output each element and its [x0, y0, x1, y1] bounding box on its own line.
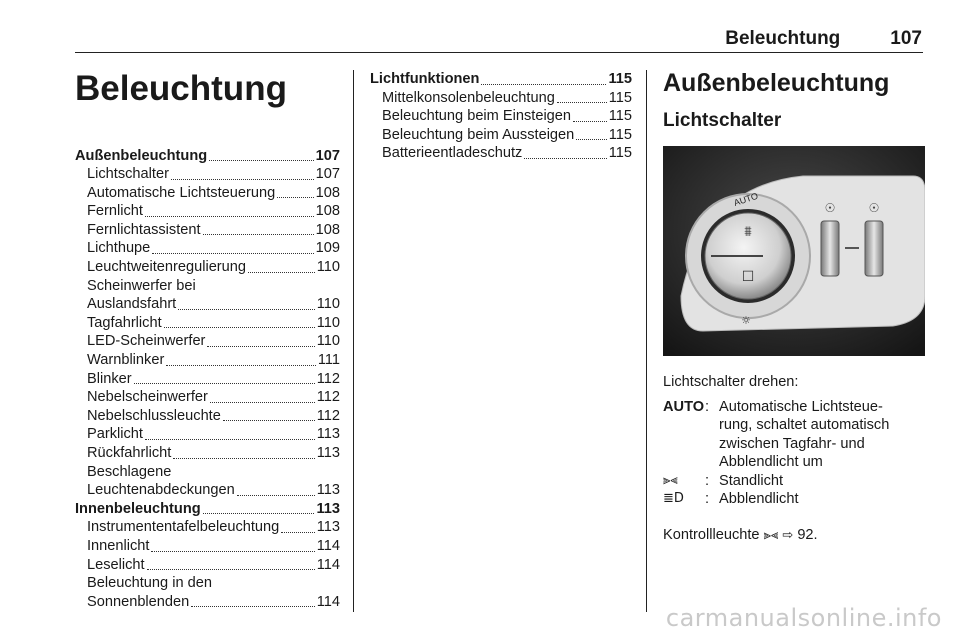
toc-entry-first-line: Beleuchtung in den	[87, 575, 212, 592]
definition-key-icon: ≣D	[663, 491, 684, 507]
toc-entry-title: Beleuchtung beim Aussteigen	[382, 126, 575, 143]
toc-entry[interactable]	[75, 444, 340, 463]
control-lamp-page: 92.	[797, 527, 818, 544]
toc-entry-page: 107	[315, 147, 340, 164]
toc-leader-dots	[248, 272, 315, 273]
toc-entry[interactable]	[75, 239, 340, 258]
definition-line: Standlicht	[719, 472, 784, 489]
toc-entry-title: Parklicht	[87, 426, 143, 443]
chapter-title: Beleuchtung	[75, 69, 287, 108]
definition-line: zwischen Tagfahr- und	[719, 435, 865, 452]
section-title: Außenbeleuchtung	[663, 69, 890, 97]
toc-entry-page: 109	[315, 240, 340, 257]
toc-entry-title: Sonnenblenden	[87, 593, 190, 610]
svg-text:☉: ☉	[868, 200, 880, 215]
toc-entry-page: 110	[316, 333, 340, 350]
toc-entry-page: 113	[316, 500, 340, 517]
toc-entry-page: 114	[316, 556, 340, 573]
toc-leader-dots	[152, 253, 313, 254]
toc-entry-title: Instrumententafelbeleuchtung	[87, 519, 280, 536]
toc-entry-title: Mittelkonsolenbeleuchtung	[382, 89, 555, 106]
toc-leader-dots	[203, 234, 314, 235]
toc-entry[interactable]	[75, 332, 340, 351]
toc-leader-dots	[573, 121, 607, 122]
toc-entry-page: 110	[316, 259, 340, 276]
toc-leader-dots	[173, 458, 314, 459]
toc-entry[interactable]	[75, 202, 340, 221]
toc-entry-title: Batterieentladeschutz	[382, 145, 523, 162]
definition-value	[719, 490, 925, 509]
toc-entry-title: Leuchtenabdeckungen	[87, 482, 235, 499]
toc-entry[interactable]	[75, 351, 340, 370]
toc-entry[interactable]	[75, 537, 340, 556]
toc-entry-page: 115	[608, 71, 632, 87]
watermark: carmanualsonline.info	[665, 604, 942, 632]
control-lamp-reference	[663, 527, 925, 543]
toc-entry-page: 113	[316, 519, 340, 536]
toc-leader-dots	[147, 569, 315, 570]
toc-leader-dots	[191, 606, 314, 607]
toc-entry[interactable]	[75, 388, 340, 407]
toc-entry[interactable]	[75, 556, 340, 575]
subsection-title: Lichtschalter	[663, 109, 782, 131]
toc-entry-title: Nebelschlussleuchte	[87, 407, 221, 424]
toc-entry-title: Außenbeleuchtung	[75, 147, 208, 164]
arrow-reference-icon: ⇨	[782, 528, 794, 544]
toc-entry[interactable]	[75, 481, 340, 500]
light-switch-photo	[663, 146, 925, 356]
toc-entry-title: Fernlicht	[87, 203, 143, 220]
toc-entry[interactable]	[75, 425, 340, 444]
svg-text:☼: ☼	[741, 313, 751, 327]
toc-leader-dots	[209, 160, 313, 161]
definition-value	[719, 472, 925, 491]
running-head-page: 107	[890, 28, 922, 49]
toc-entry-title: Leselicht	[87, 556, 145, 573]
toc-list-2	[370, 70, 632, 163]
definition-colon: :	[705, 472, 710, 489]
toc-entry-page: 110	[316, 314, 340, 331]
toc-entry-page: 111	[317, 352, 340, 369]
toc-leader-dots	[164, 327, 315, 328]
toc-entry-title: Leuchtweitenregulierung	[87, 259, 247, 276]
toc-entry[interactable]	[370, 107, 632, 126]
definition-list	[663, 398, 925, 510]
definition-line: Automatische Lichtsteue-	[719, 398, 883, 415]
toc-entry-title: Beleuchtung beim Einsteigen	[382, 108, 572, 125]
toc-entry[interactable]	[75, 593, 340, 612]
toc-entry[interactable]	[75, 314, 340, 333]
definition-line: rung, schaltet automatisch	[719, 417, 890, 434]
toc-entry-page: 112	[316, 370, 340, 387]
running-head	[725, 28, 922, 50]
svg-text:☉: ☉	[824, 200, 836, 215]
toc-entry-title: Innenlicht	[87, 537, 150, 554]
toc-list-1	[75, 147, 340, 612]
definition-colon: :	[705, 491, 710, 508]
toc-entry-title: Warnblinker	[87, 352, 165, 369]
definition-row	[663, 490, 925, 509]
toc-leader-dots	[207, 346, 314, 347]
definition-row	[663, 398, 925, 472]
toc-section-entry[interactable]	[75, 147, 340, 166]
toc-leader-dots	[281, 532, 314, 533]
toc-entry-title: Automatische Lichtsteuerung	[87, 184, 276, 201]
toc-entry-title: LED-Scheinwerfer	[87, 333, 206, 350]
toc-entry-title: Lichtfunktionen	[370, 71, 480, 87]
toc-entry-page: 114	[316, 537, 340, 554]
toc-entry-title: Innenbeleuchtung	[75, 500, 201, 517]
toc-column-1	[75, 70, 340, 611]
toc-leader-dots	[557, 102, 607, 103]
toc-entry[interactable]	[75, 165, 340, 184]
toc-entry-title: Lichtschalter	[87, 166, 169, 183]
toc-entry[interactable]	[370, 144, 632, 163]
toc-entry-page: 108	[315, 203, 340, 220]
toc-entry-title: Tagfahrlicht	[87, 314, 162, 331]
toc-entry-first-line: Beschlagene	[87, 463, 172, 480]
toc-entry-page: 114	[316, 593, 340, 610]
toc-leader-dots	[481, 84, 606, 85]
definition-line: Abblendlicht	[719, 491, 799, 508]
definition-value	[719, 398, 925, 472]
toc-leader-dots	[151, 551, 314, 552]
toc-leader-dots	[178, 309, 314, 310]
header-rule	[75, 52, 923, 53]
toc-leader-dots	[237, 495, 315, 496]
toc-entry-title: Auslandsfahrt	[87, 296, 177, 313]
toc-entry-page: 115	[608, 126, 632, 143]
control-lamp-text: Kontrollleuchte	[663, 527, 760, 544]
definition-line: Abblendlicht um	[719, 454, 823, 471]
toc-entry[interactable]	[75, 407, 340, 426]
toc-entry-page: 113	[316, 482, 340, 499]
toc-leader-dots	[134, 383, 315, 384]
light-switch-illustration	[663, 146, 925, 356]
toc-entry-page: 115	[608, 89, 632, 106]
toc-entry-title: Blinker	[87, 370, 132, 387]
toc-entry[interactable]	[75, 258, 340, 277]
toc-section-entry[interactable]	[370, 70, 632, 89]
toc-section-entry[interactable]	[75, 500, 340, 519]
toc-leader-dots	[524, 158, 606, 159]
definition-key: AUTO	[663, 398, 705, 415]
toc-entry-page: 110	[316, 296, 340, 313]
toc-entry-page: 108	[315, 221, 340, 238]
toc-entry[interactable]	[75, 221, 340, 240]
toc-leader-dots	[145, 216, 314, 217]
toc-entry-title: Rückfahrlicht	[87, 445, 172, 461]
toc-entry-page: 115	[608, 145, 632, 162]
definition-colon: :	[705, 398, 710, 415]
content-column	[663, 70, 925, 543]
toc-entry-page: 107	[315, 166, 340, 183]
column-divider-1	[353, 70, 354, 612]
toc-leader-dots	[223, 420, 315, 421]
column-divider-2	[646, 70, 647, 612]
toc-entry[interactable]	[370, 89, 632, 108]
toc-leader-dots	[203, 513, 315, 514]
toc-leader-dots	[210, 402, 315, 403]
running-head-title: Beleuchtung	[725, 28, 841, 49]
toc-column-2	[370, 70, 632, 163]
toc-entry-title: Lichthupe	[87, 240, 151, 257]
toc-entry[interactable]	[75, 370, 340, 389]
toc-entry-page: 112	[316, 407, 340, 424]
toc-entry[interactable]	[75, 295, 340, 314]
svg-text:⩩: ⩩	[744, 223, 752, 240]
toc-entry-page: 113	[316, 426, 340, 443]
toc-entry[interactable]	[370, 126, 632, 145]
toc-leader-dots	[145, 439, 315, 440]
toc-entry[interactable]	[75, 184, 340, 203]
caption: Lichtschalter drehen:	[663, 373, 799, 390]
toc-entry-page: 112	[316, 389, 340, 406]
toc-leader-dots	[277, 197, 313, 198]
toc-entry-title: Fernlichtassistent	[87, 221, 201, 238]
toc-entry-title: Nebelscheinwerfer	[87, 389, 208, 406]
toc-entry-first-line: Scheinwerfer bei	[87, 277, 196, 294]
definition-key-icon: ⫸⫷	[663, 472, 678, 488]
toc-entry-page: 108	[315, 184, 340, 201]
toc-entry-page: 113	[316, 445, 340, 461]
sidelight-icon: ⫸⫷	[763, 528, 779, 544]
toc-entry-page: 115	[608, 108, 632, 125]
svg-text:☐: ☐	[741, 268, 755, 285]
toc-leader-dots	[171, 179, 314, 180]
dial-auto-label: AUTO	[732, 190, 760, 208]
toc-leader-dots	[166, 365, 315, 366]
definition-row	[663, 472, 925, 491]
toc-entry[interactable]	[75, 518, 340, 537]
toc-leader-dots	[576, 139, 606, 140]
